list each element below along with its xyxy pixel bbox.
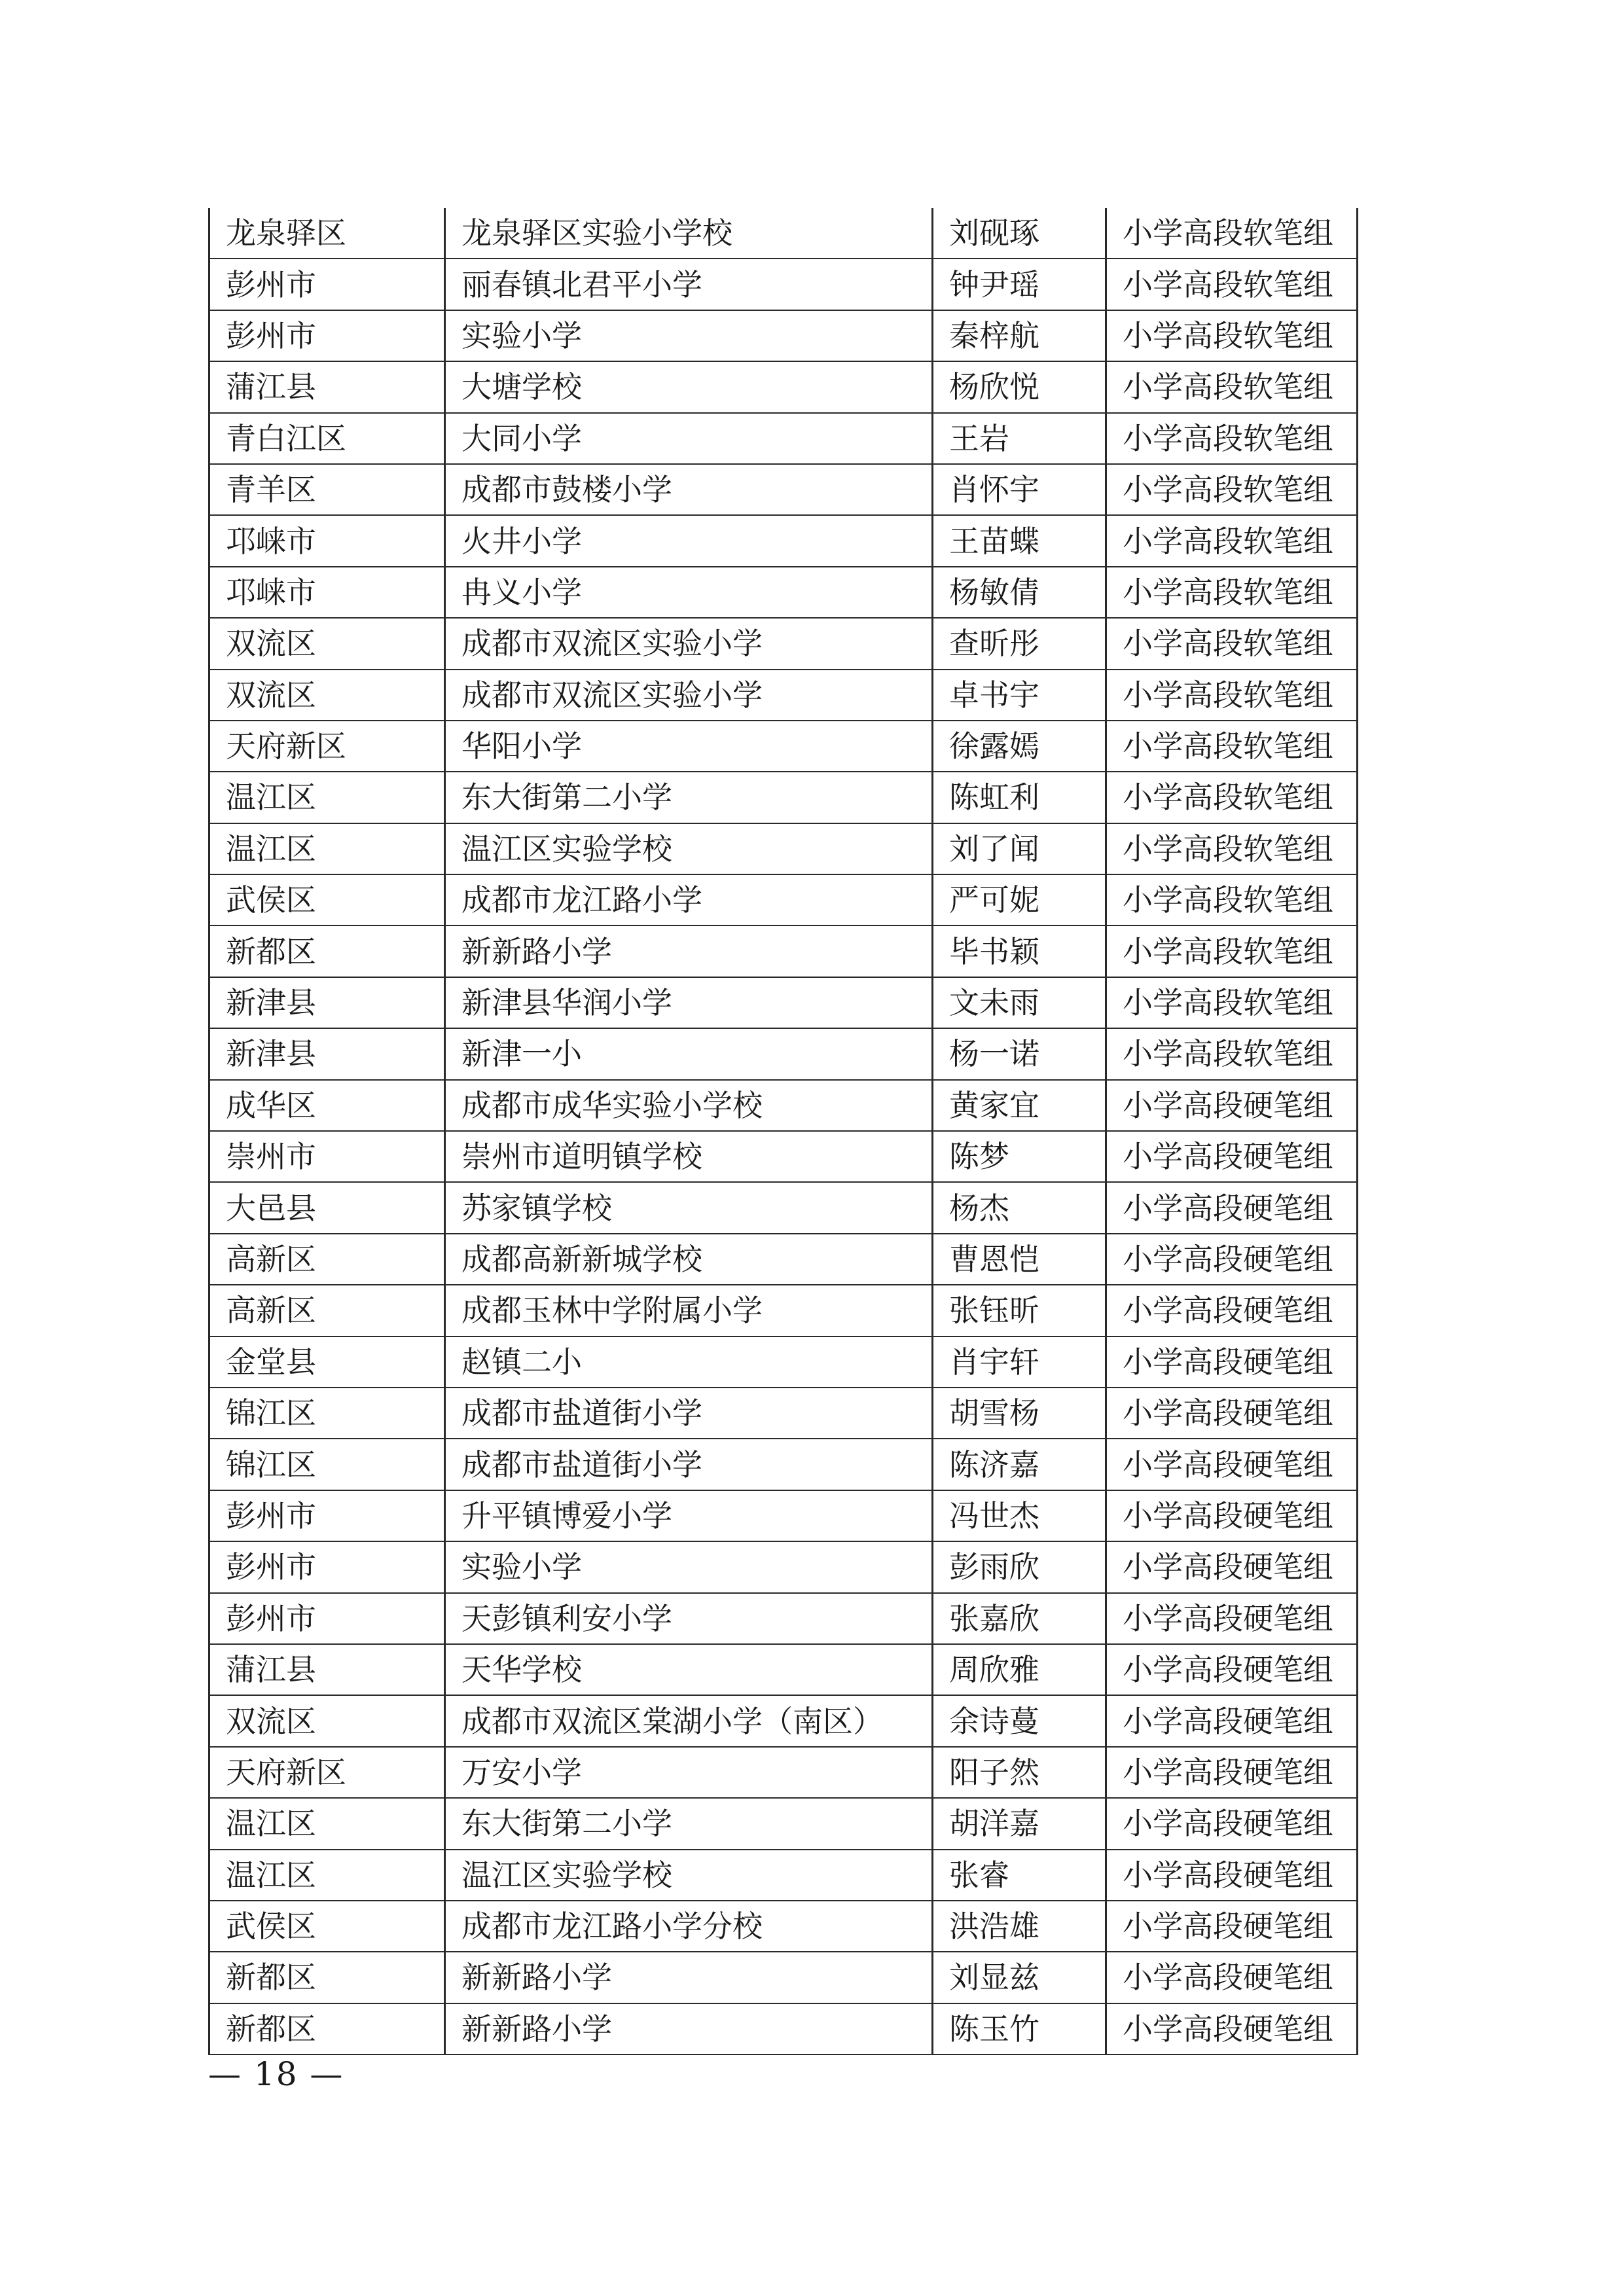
category-cell: 小学高段软笔组: [1106, 925, 1358, 977]
table-row: [209, 874, 1358, 925]
table-row: [209, 1336, 1358, 1388]
student-name-cell: 杨欣悦: [933, 361, 1106, 412]
district-cell: 新都区: [209, 1952, 445, 2003]
district-cell: 邛崃市: [209, 515, 445, 566]
district-cell: 武侯区: [209, 874, 445, 925]
student-name-cell: 张睿: [933, 1850, 1106, 1901]
table-row: [209, 670, 1358, 721]
district-cell: 彭州市: [209, 1593, 445, 1644]
student-name-cell: 陈玉竹: [933, 2003, 1106, 2054]
category-cell: 小学高段软笔组: [1106, 361, 1358, 412]
table-body: [209, 208, 1358, 2054]
district-cell: 双流区: [209, 670, 445, 721]
award-list-table: [208, 208, 1358, 2055]
school-cell: 东大街第二小学: [445, 1798, 933, 1849]
school-cell: 实验小学: [445, 1541, 933, 1592]
school-cell: 新新路小学: [445, 925, 933, 977]
category-cell: 小学高段软笔组: [1106, 310, 1358, 361]
school-cell: 新新路小学: [445, 1952, 933, 2003]
category-cell: 小学高段硬笔组: [1106, 1131, 1358, 1182]
district-cell: 温江区: [209, 823, 445, 874]
district-cell: 武侯区: [209, 1901, 445, 1952]
category-cell: 小学高段软笔组: [1106, 670, 1358, 721]
district-cell: 新都区: [209, 925, 445, 977]
category-cell: 小学高段软笔组: [1106, 823, 1358, 874]
student-name-cell: 严可妮: [933, 874, 1106, 925]
category-cell: 小学高段硬笔组: [1106, 1285, 1358, 1336]
school-cell: 华阳小学: [445, 721, 933, 772]
student-name-cell: 杨敏倩: [933, 567, 1106, 618]
table-row: [209, 1850, 1358, 1901]
school-cell: 新津县华润小学: [445, 977, 933, 1028]
category-cell: 小学高段硬笔组: [1106, 1080, 1358, 1131]
table-row: [209, 2003, 1358, 2054]
district-cell: 崇州市: [209, 1131, 445, 1182]
district-cell: 彭州市: [209, 310, 445, 361]
student-name-cell: 刘了闻: [933, 823, 1106, 874]
district-cell: 高新区: [209, 1234, 445, 1285]
student-name-cell: 查昕彤: [933, 618, 1106, 669]
category-cell: 小学高段软笔组: [1106, 259, 1358, 310]
school-cell: 冉义小学: [445, 567, 933, 618]
district-cell: 双流区: [209, 1695, 445, 1746]
table-row: [209, 1695, 1358, 1746]
category-cell: 小学高段软笔组: [1106, 567, 1358, 618]
category-cell: 小学高段硬笔组: [1106, 1439, 1358, 1490]
district-cell: 双流区: [209, 618, 445, 669]
table-row: [209, 925, 1358, 977]
table-row: [209, 1131, 1358, 1182]
student-name-cell: 肖怀宇: [933, 464, 1106, 515]
student-name-cell: 胡洋嘉: [933, 1798, 1106, 1849]
student-name-cell: 刘显兹: [933, 1952, 1106, 2003]
school-cell: 温江区实验学校: [445, 823, 933, 874]
school-cell: 升平镇博爱小学: [445, 1490, 933, 1541]
district-cell: 彭州市: [209, 259, 445, 310]
category-cell: 小学高段软笔组: [1106, 977, 1358, 1028]
school-cell: 温江区实验学校: [445, 1850, 933, 1901]
school-cell: 成都市龙江路小学分校: [445, 1901, 933, 1952]
category-cell: 小学高段硬笔组: [1106, 1798, 1358, 1849]
school-cell: 天彭镇利安小学: [445, 1593, 933, 1644]
student-name-cell: 王苗蝶: [933, 515, 1106, 566]
category-cell: 小学高段硬笔组: [1106, 1234, 1358, 1285]
table-row: [209, 464, 1358, 515]
table-row: [209, 1234, 1358, 1285]
district-cell: 高新区: [209, 1285, 445, 1336]
district-cell: 邛崃市: [209, 567, 445, 618]
student-name-cell: 杨一诺: [933, 1028, 1106, 1079]
school-cell: 成都市盐道街小学: [445, 1388, 933, 1439]
school-cell: 苏家镇学校: [445, 1182, 933, 1233]
school-cell: 大塘学校: [445, 361, 933, 412]
category-cell: 小学高段软笔组: [1106, 464, 1358, 515]
table-row: [209, 310, 1358, 361]
student-name-cell: 肖宇轩: [933, 1336, 1106, 1388]
school-cell: 东大街第二小学: [445, 772, 933, 823]
district-cell: 新津县: [209, 977, 445, 1028]
table-row: [209, 1182, 1358, 1233]
category-cell: 小学高段硬笔组: [1106, 1747, 1358, 1798]
school-cell: 成都市双流区实验小学: [445, 670, 933, 721]
category-cell: 小学高段硬笔组: [1106, 1952, 1358, 2003]
district-cell: 蒲江县: [209, 361, 445, 412]
table-row: [209, 1747, 1358, 1798]
student-name-cell: 陈虹利: [933, 772, 1106, 823]
district-cell: 天府新区: [209, 1747, 445, 1798]
category-cell: 小学高段软笔组: [1106, 515, 1358, 566]
category-cell: 小学高段硬笔组: [1106, 1850, 1358, 1901]
table-row: [209, 1388, 1358, 1439]
school-cell: 成都市盐道街小学: [445, 1439, 933, 1490]
category-cell: 小学高段硬笔组: [1106, 1388, 1358, 1439]
table-row: [209, 721, 1358, 772]
category-cell: 小学高段硬笔组: [1106, 1541, 1358, 1592]
category-cell: 小学高段软笔组: [1106, 874, 1358, 925]
student-name-cell: 张钰昕: [933, 1285, 1106, 1336]
category-cell: 小学高段硬笔组: [1106, 1182, 1358, 1233]
table-row: [209, 1080, 1358, 1131]
table-row: [209, 413, 1358, 464]
district-cell: 新都区: [209, 2003, 445, 2054]
category-cell: 小学高段硬笔组: [1106, 1490, 1358, 1541]
school-cell: 新新路小学: [445, 2003, 933, 2054]
school-cell: 成都市双流区实验小学: [445, 618, 933, 669]
table-row: [209, 515, 1358, 566]
student-name-cell: 钟尹瑶: [933, 259, 1106, 310]
category-cell: 小学高段软笔组: [1106, 772, 1358, 823]
school-cell: 新津一小: [445, 1028, 933, 1079]
student-name-cell: 冯世杰: [933, 1490, 1106, 1541]
table-row: [209, 1439, 1358, 1490]
school-cell: 火井小学: [445, 515, 933, 566]
school-cell: 丽春镇北君平小学: [445, 259, 933, 310]
student-name-cell: 秦梓航: [933, 310, 1106, 361]
category-cell: 小学高段硬笔组: [1106, 2003, 1358, 2054]
school-cell: 成都市成华实验小学校: [445, 1080, 933, 1131]
category-cell: 小学高段硬笔组: [1106, 1695, 1358, 1746]
district-cell: 青白江区: [209, 413, 445, 464]
table-row: [209, 567, 1358, 618]
district-cell: 金堂县: [209, 1336, 445, 1388]
student-name-cell: 毕书颖: [933, 925, 1106, 977]
school-cell: 大同小学: [445, 413, 933, 464]
district-cell: 彭州市: [209, 1541, 445, 1592]
school-cell: 成都高新新城学校: [445, 1234, 933, 1285]
category-cell: 小学高段硬笔组: [1106, 1593, 1358, 1644]
student-name-cell: 文未雨: [933, 977, 1106, 1028]
school-cell: 万安小学: [445, 1747, 933, 1798]
category-cell: 小学高段软笔组: [1106, 413, 1358, 464]
district-cell: 温江区: [209, 772, 445, 823]
district-cell: 天府新区: [209, 721, 445, 772]
district-cell: 新津县: [209, 1028, 445, 1079]
table-row: [209, 1285, 1358, 1336]
school-cell: 天华学校: [445, 1644, 933, 1695]
district-cell: 青羊区: [209, 464, 445, 515]
table-row: [209, 1798, 1358, 1849]
student-name-cell: 徐露嫣: [933, 721, 1106, 772]
district-cell: 温江区: [209, 1798, 445, 1849]
school-cell: 崇州市道明镇学校: [445, 1131, 933, 1182]
category-cell: 小学高段软笔组: [1106, 208, 1358, 259]
school-cell: 成都市鼓楼小学: [445, 464, 933, 515]
district-cell: 锦江区: [209, 1439, 445, 1490]
student-name-cell: 黄家宜: [933, 1080, 1106, 1131]
school-cell: 成都市龙江路小学: [445, 874, 933, 925]
district-cell: 彭州市: [209, 1490, 445, 1541]
student-name-cell: 余诗蔓: [933, 1695, 1106, 1746]
student-name-cell: 卓书宇: [933, 670, 1106, 721]
table-row: [209, 1952, 1358, 2003]
district-cell: 龙泉驿区: [209, 208, 445, 259]
category-cell: 小学高段硬笔组: [1106, 1336, 1358, 1388]
student-name-cell: 刘砚琢: [933, 208, 1106, 259]
table-row: [209, 1541, 1358, 1592]
table-row: [209, 977, 1358, 1028]
district-cell: 锦江区: [209, 1388, 445, 1439]
table-row: [209, 1490, 1358, 1541]
student-name-cell: 周欣雅: [933, 1644, 1106, 1695]
student-name-cell: 洪浩雄: [933, 1901, 1106, 1952]
table-row: [209, 259, 1358, 310]
award-list-table-container: [208, 208, 1358, 2055]
district-cell: 成华区: [209, 1080, 445, 1131]
table-row: [209, 1644, 1358, 1695]
category-cell: 小学高段软笔组: [1106, 721, 1358, 772]
student-name-cell: 曹恩恺: [933, 1234, 1106, 1285]
table-row: [209, 1901, 1358, 1952]
school-cell: 赵镇二小: [445, 1336, 933, 1388]
student-name-cell: 杨杰: [933, 1182, 1106, 1233]
table-row: [209, 208, 1358, 259]
student-name-cell: 陈济嘉: [933, 1439, 1106, 1490]
student-name-cell: 王岩: [933, 413, 1106, 464]
district-cell: 蒲江县: [209, 1644, 445, 1695]
table-row: [209, 361, 1358, 412]
school-cell: 成都玉林中学附属小学: [445, 1285, 933, 1336]
school-cell: 实验小学: [445, 310, 933, 361]
student-name-cell: 彭雨欣: [933, 1541, 1106, 1592]
category-cell: 小学高段硬笔组: [1106, 1901, 1358, 1952]
table-row: [209, 823, 1358, 874]
table-row: [209, 1593, 1358, 1644]
table-row: [209, 618, 1358, 669]
student-name-cell: 胡雪杨: [933, 1388, 1106, 1439]
school-cell: 龙泉驿区实验小学校: [445, 208, 933, 259]
district-cell: 温江区: [209, 1850, 445, 1901]
page-number: — 18 —: [208, 2055, 344, 2093]
student-name-cell: 张嘉欣: [933, 1593, 1106, 1644]
student-name-cell: 陈梦: [933, 1131, 1106, 1182]
table-row: [209, 772, 1358, 823]
category-cell: 小学高段软笔组: [1106, 1028, 1358, 1079]
school-cell: 成都市双流区棠湖小学（南区）: [445, 1695, 933, 1746]
district-cell: 大邑县: [209, 1182, 445, 1233]
table-row: [209, 1028, 1358, 1079]
category-cell: 小学高段软笔组: [1106, 618, 1358, 669]
category-cell: 小学高段硬笔组: [1106, 1644, 1358, 1695]
student-name-cell: 阳子然: [933, 1747, 1106, 1798]
